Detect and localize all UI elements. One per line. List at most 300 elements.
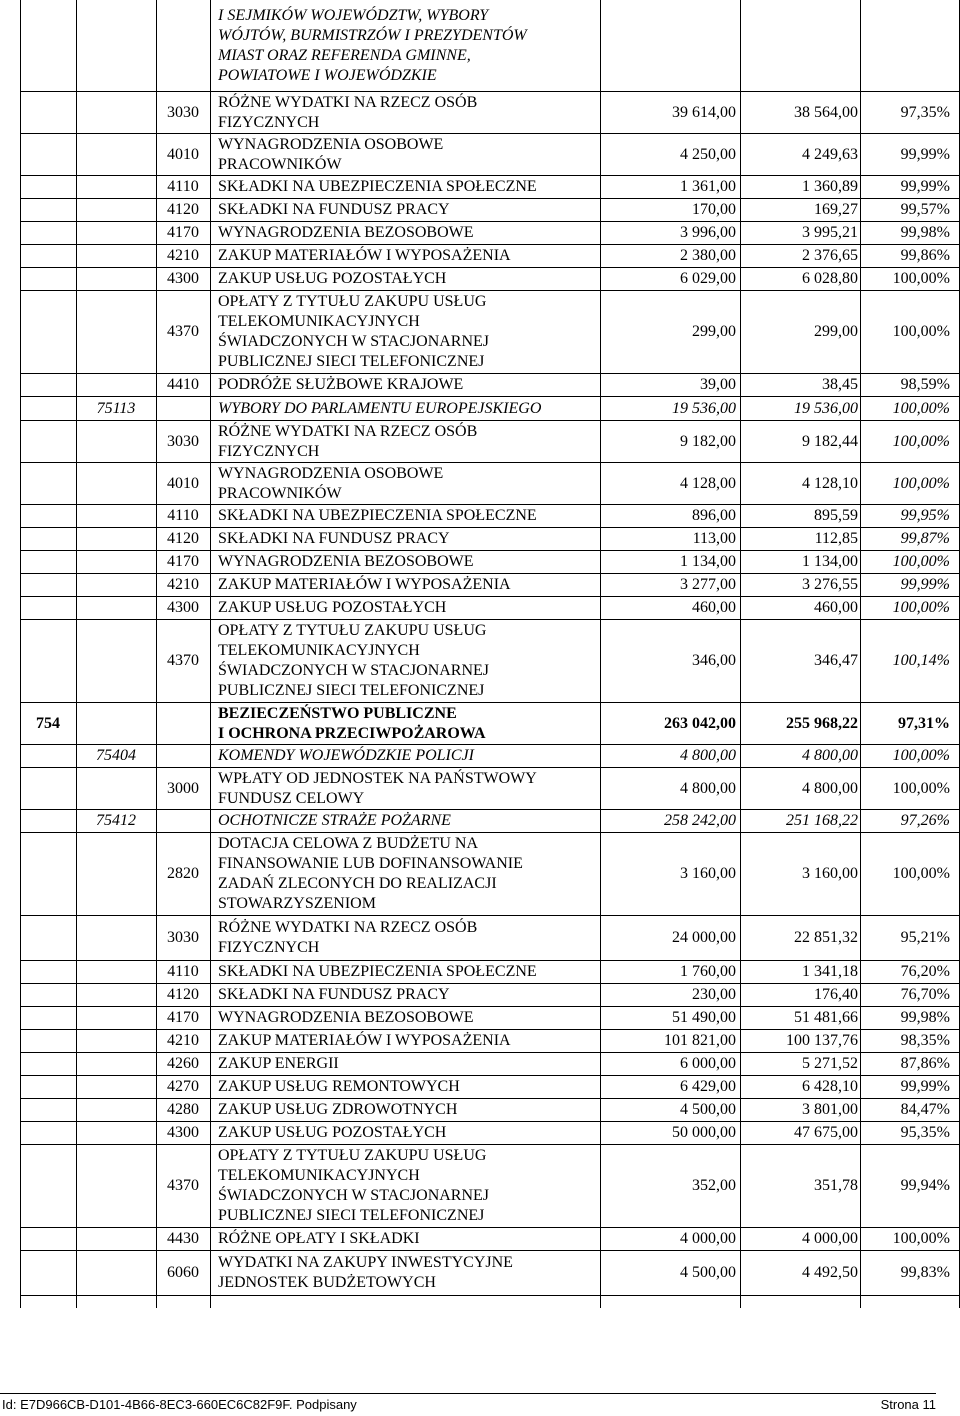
table-row: [20, 745, 960, 768]
item-name-text: SKŁADKI NA UBEZPIECZENIA SPOŁECZNE: [218, 507, 537, 524]
division-code: [20, 1228, 76, 1250]
paragraph-code: [156, 833, 210, 915]
planned-amount-text: 1 760,00: [680, 963, 736, 980]
paragraph-code: [156, 505, 210, 527]
paragraph-code: [156, 92, 210, 133]
paragraph-code-text: 4120: [167, 986, 199, 1003]
paragraph-code-text: 4270: [167, 1078, 199, 1095]
item-name: [210, 703, 600, 744]
execution-percent-text: 87,86%: [900, 1055, 950, 1072]
item-name-text: OPŁATY Z TYTUŁU ZAKUPU USŁUG TELEKOMUNIKACYJNYCH ŚWIADCZONYCH W STACJONARNEJ PUBLICZNEJ SIECI TELEFONICZNEJ: [218, 293, 490, 370]
executed-amount: [740, 199, 860, 221]
execution-percent-text: 76,20%: [900, 963, 950, 980]
executed-amount: [740, 0, 860, 91]
planned-amount-text: 101 821,00: [664, 1032, 736, 1049]
executed-amount-text: 38 564,00: [794, 103, 858, 121]
paragraph-code: [156, 397, 210, 420]
executed-amount-text: 19 536,00: [794, 399, 858, 417]
item-name-text: ZAKUP USŁUG POZOSTAŁYCH: [218, 1124, 447, 1141]
executed-amount-text: 1 134,00: [802, 553, 858, 570]
item-name: [210, 0, 600, 91]
paragraph-code: [156, 703, 210, 744]
execution-percent-text: 84,47%: [900, 1101, 950, 1118]
executed-amount-text: 251 168,22: [786, 812, 858, 829]
execution-percent-text: 99,99%: [900, 178, 950, 195]
chapter-code: [76, 833, 156, 915]
execution-percent-text: 99,95%: [900, 507, 950, 524]
execution-percent-text: 100,00%: [892, 323, 950, 340]
chapter-code: [76, 597, 156, 619]
planned-amount: [600, 1251, 740, 1295]
executed-amount-text: 3 160,00: [802, 865, 858, 882]
executed-amount: [740, 745, 860, 767]
execution-percent-text: 100,00%: [892, 865, 950, 882]
executed-amount: [740, 551, 860, 573]
table-row: [20, 421, 960, 463]
item-name-text: ZAKUP USŁUG POZOSTAŁYCH: [218, 599, 447, 616]
footer-page-number: Strona 11: [880, 1397, 936, 1412]
table-row: [20, 245, 960, 268]
paragraph-code: [156, 528, 210, 550]
execution-percent: [860, 291, 960, 373]
paragraph-code: [156, 745, 210, 767]
executed-amount: [740, 1007, 860, 1029]
table-row: [20, 199, 960, 222]
executed-amount: [740, 1145, 860, 1227]
item-name: [210, 245, 600, 267]
executed-amount-text: 3 995,21: [802, 224, 858, 241]
paragraph-code: [156, 245, 210, 267]
executed-amount-text: 47 675,00: [794, 1124, 858, 1141]
executed-amount: [740, 597, 860, 619]
execution-percent-text: 97,26%: [900, 812, 950, 829]
planned-amount: [600, 92, 740, 133]
execution-percent-text: 99,87%: [900, 530, 950, 547]
item-name: [210, 745, 600, 767]
execution-percent: [860, 421, 960, 462]
execution-percent: [860, 0, 960, 91]
execution-percent: [860, 528, 960, 550]
execution-percent-text: 100,14%: [892, 652, 950, 669]
chapter-code: [76, 1053, 156, 1075]
executed-amount: [740, 810, 860, 832]
item-name: [210, 1053, 600, 1075]
executed-amount-text: 3 801,00: [802, 1101, 858, 1118]
table-row: [20, 984, 960, 1007]
paragraph-code-text: 4370: [167, 323, 199, 340]
execution-percent: [860, 768, 960, 809]
paragraph-code-text: 4120: [167, 530, 199, 547]
executed-amount: [740, 92, 860, 133]
paragraph-code: [156, 1007, 210, 1029]
execution-percent-text: 97,35%: [900, 103, 950, 121]
table-row: [20, 268, 960, 291]
division-code: [20, 463, 76, 504]
table-row: [20, 1145, 960, 1228]
division-code: [20, 1030, 76, 1052]
executed-amount-text: 351,78: [814, 1177, 858, 1194]
division-code: [20, 0, 76, 91]
chapter-code-text: 75412: [96, 812, 136, 829]
execution-percent-text: 99,98%: [900, 224, 950, 241]
executed-amount-text: 255 968,22: [786, 714, 858, 732]
planned-amount: [600, 1228, 740, 1250]
table-row: [20, 505, 960, 528]
division-code: [20, 199, 76, 221]
item-name: [210, 1099, 600, 1121]
paragraph-code-text: 4280: [167, 1101, 199, 1118]
execution-percent: [860, 268, 960, 290]
division-code: [20, 833, 76, 915]
execution-percent: [860, 810, 960, 832]
execution-percent-text: 100,00%: [892, 432, 950, 450]
executed-amount-text: 112,85: [814, 530, 858, 547]
chapter-code: [76, 703, 156, 744]
executed-amount: [740, 961, 860, 983]
execution-percent: [860, 222, 960, 244]
item-name-text: WYNAGRODZENIA BEZOSOBOWE: [218, 224, 474, 241]
execution-percent-text: 76,70%: [900, 986, 950, 1003]
chapter-code: [76, 1145, 156, 1227]
paragraph-code-text: 4170: [167, 553, 199, 570]
division-code: [20, 421, 76, 462]
paragraph-code: [156, 984, 210, 1006]
execution-percent-text: 95,35%: [900, 1124, 950, 1141]
division-code: [20, 176, 76, 198]
chapter-code: [76, 810, 156, 832]
planned-amount-text: 4 250,00: [680, 145, 736, 163]
division-code: [20, 916, 76, 960]
execution-percent-text: 100,00%: [892, 474, 950, 492]
table-row: [20, 551, 960, 574]
executed-amount-text: 169,27: [814, 201, 858, 218]
executed-amount-text: 9 182,44: [802, 432, 858, 450]
division-code: [20, 397, 76, 420]
executed-amount-text: 4 128,10: [802, 474, 858, 492]
executed-amount: [740, 1030, 860, 1052]
item-name-text: ZAKUP MATERIAŁÓW I WYPOSAŻENIA: [218, 247, 511, 264]
item-name: [210, 574, 600, 596]
paragraph-code-text: 4110: [167, 507, 199, 524]
chapter-code: [76, 268, 156, 290]
division-code: [20, 92, 76, 133]
table-row: [20, 768, 960, 810]
execution-percent: [860, 374, 960, 396]
executed-amount: [740, 1076, 860, 1098]
division-code: [20, 528, 76, 550]
planned-amount: [600, 374, 740, 396]
chapter-code: [76, 92, 156, 133]
table-row: [20, 597, 960, 620]
paragraph-code-text: 4370: [167, 652, 199, 669]
planned-amount: [600, 222, 740, 244]
executed-amount-text: 4 249,63: [802, 145, 858, 163]
division-code: [20, 574, 76, 596]
chapter-code: [76, 745, 156, 767]
executed-amount-text: 460,00: [814, 599, 858, 616]
division-code: [20, 505, 76, 527]
chapter-code: [76, 574, 156, 596]
execution-percent: [860, 1053, 960, 1075]
executed-amount-text: 51 481,66: [794, 1009, 858, 1026]
executed-amount-text: 5 271,52: [802, 1055, 858, 1072]
planned-amount-text: 4 800,00: [680, 779, 736, 797]
paragraph-code-text: 3030: [167, 432, 199, 450]
item-name-text: WPŁATY OD JEDNOSTEK NA PAŃSTWOWY FUNDUSZ CELOWY: [218, 769, 537, 807]
planned-amount: [600, 1076, 740, 1098]
planned-amount-text: 4 000,00: [680, 1230, 736, 1247]
division-code: [20, 1007, 76, 1029]
item-name: [210, 916, 600, 960]
paragraph-code-text: 4110: [167, 178, 199, 195]
planned-amount-text: 113,00: [692, 530, 736, 547]
table-row: [20, 463, 960, 505]
chapter-code: [76, 134, 156, 175]
executed-amount-text: 6 428,10: [802, 1078, 858, 1095]
execution-percent-text: 98,59%: [900, 376, 950, 393]
table-row: [20, 810, 960, 833]
paragraph-code-text: 4010: [167, 474, 199, 492]
chapter-code: [76, 1076, 156, 1098]
item-name: [210, 1007, 600, 1029]
chapter-code-text: 75113: [96, 399, 136, 417]
division-code: [20, 374, 76, 396]
execution-percent-text: 100,00%: [892, 599, 950, 616]
planned-amount-text: 51 490,00: [672, 1009, 736, 1026]
execution-percent-text: 100,00%: [892, 779, 950, 797]
division-code: [20, 745, 76, 767]
chapter-code: [76, 551, 156, 573]
executed-amount: [740, 768, 860, 809]
item-name-text: ZAKUP USŁUG REMONTOWYCH: [218, 1078, 460, 1095]
executed-amount: [740, 397, 860, 420]
table-row: [20, 0, 960, 92]
chapter-code: [76, 916, 156, 960]
paragraph-code-text: 6060: [167, 1264, 199, 1281]
executed-amount: [740, 421, 860, 462]
planned-amount: [600, 1122, 740, 1144]
executed-amount: [740, 833, 860, 915]
chapter-code: [76, 421, 156, 462]
planned-amount: [600, 961, 740, 983]
chapter-code: [76, 291, 156, 373]
executed-amount: [740, 374, 860, 396]
planned-amount-text: 230,00: [692, 986, 736, 1003]
chapter-code: [76, 0, 156, 91]
item-name-text: ZAKUP USŁUG POZOSTAŁYCH: [218, 270, 447, 287]
planned-amount-text: 4 128,00: [680, 474, 736, 492]
item-name: [210, 397, 600, 420]
planned-amount-text: 263 042,00: [664, 714, 736, 732]
item-name-text: RÓŻNE WYDATKI NA RZECZ OSÓB FIZYCZNYCH: [218, 919, 478, 956]
execution-percent: [860, 1007, 960, 1029]
division-code: [20, 768, 76, 809]
item-name: [210, 597, 600, 619]
item-name: [210, 984, 600, 1006]
item-name-text: ZAKUP ENERGII: [218, 1055, 339, 1072]
item-name-text: RÓŻNE WYDATKI NA RZECZ OSÓB FIZYCZNYCH: [218, 422, 478, 460]
item-name-text: DOTACJA CELOWA Z BUDŻETU NA FINANSOWANIE LUB DOFINANSOWANIE ZADAŃ ZLECONYCH DO REALIZACJI STOWARZYSZENIOM: [218, 835, 523, 912]
planned-amount: [600, 1145, 740, 1227]
execution-percent: [860, 961, 960, 983]
execution-percent: [860, 551, 960, 573]
paragraph-code-text: 4210: [167, 247, 199, 264]
planned-amount-text: 50 000,00: [672, 1124, 736, 1141]
planned-amount: [600, 0, 740, 91]
item-name: [210, 374, 600, 396]
execution-percent: [860, 1030, 960, 1052]
item-name: [210, 1228, 600, 1250]
executed-amount: [740, 268, 860, 290]
table-row: [20, 222, 960, 245]
planned-amount: [600, 268, 740, 290]
item-name: [210, 961, 600, 983]
planned-amount: [600, 703, 740, 744]
table-row: [20, 1099, 960, 1122]
planned-amount: [600, 1099, 740, 1121]
planned-amount-text: 299,00: [692, 323, 736, 340]
executed-amount: [740, 1053, 860, 1075]
division-code: [20, 1076, 76, 1098]
planned-amount: [600, 176, 740, 198]
planned-amount: [600, 916, 740, 960]
execution-percent-text: 99,57%: [900, 201, 950, 218]
item-name-text: WYDATKI NA ZAKUPY INWESTYCYJNE JEDNOSTEK BUDŻETOWYCH: [218, 1254, 513, 1291]
execution-percent: [860, 916, 960, 960]
planned-amount: [600, 745, 740, 767]
planned-amount-text: 39,00: [700, 376, 736, 393]
chapter-code: [76, 199, 156, 221]
execution-percent: [860, 505, 960, 527]
executed-amount: [740, 505, 860, 527]
footer-document-id: Id: E7D966CB-D101-4B66-8EC3-660EC6C82F9F. Podpisany: [2, 1397, 357, 1412]
execution-percent-text: 100,00%: [892, 553, 950, 570]
planned-amount: [600, 528, 740, 550]
division-code: [20, 291, 76, 373]
executed-amount-text: 38,45: [822, 376, 858, 393]
execution-percent: [860, 397, 960, 420]
execution-percent: [860, 1251, 960, 1295]
table-row: [20, 620, 960, 703]
division-code: [20, 1122, 76, 1144]
execution-percent-text: 99,94%: [900, 1177, 950, 1194]
table-row: [20, 916, 960, 961]
item-name-text: SKŁADKI NA FUNDUSZ PRACY: [218, 201, 450, 218]
paragraph-code-text: 3000: [167, 779, 199, 797]
planned-amount-text: 6 000,00: [680, 1055, 736, 1072]
item-name-text: WYBORY DO PARLAMENTU EUROPEJSKIEGO: [218, 399, 542, 417]
planned-amount: [600, 421, 740, 462]
chapter-code: [76, 1030, 156, 1052]
division-code: [20, 268, 76, 290]
executed-amount-text: 100 137,76: [786, 1032, 858, 1049]
paragraph-code: [156, 961, 210, 983]
planned-amount-text: 6 029,00: [680, 270, 736, 287]
item-name: [210, 1122, 600, 1144]
paragraph-code: [156, 134, 210, 175]
planned-amount-text: 3 277,00: [680, 576, 736, 593]
planned-amount-text: 2 380,00: [680, 247, 736, 264]
planned-amount-text: 9 182,00: [680, 432, 736, 450]
planned-amount: [600, 134, 740, 175]
planned-amount: [600, 597, 740, 619]
execution-percent: [860, 703, 960, 744]
planned-amount-text: 6 429,00: [680, 1078, 736, 1095]
execution-percent: [860, 245, 960, 267]
execution-percent: [860, 574, 960, 596]
paragraph-code-text: 4370: [167, 1177, 199, 1194]
paragraph-code: [156, 1099, 210, 1121]
planned-amount-text: 4 500,00: [680, 1101, 736, 1118]
budget-table: [20, 0, 960, 1308]
table-row: [20, 1076, 960, 1099]
paragraph-code: [156, 374, 210, 396]
paragraph-code: [156, 1076, 210, 1098]
chapter-code: [76, 374, 156, 396]
executed-amount: [740, 620, 860, 702]
paragraph-code-text: 4410: [167, 376, 199, 393]
item-name: [210, 833, 600, 915]
paragraph-code: [156, 1122, 210, 1144]
execution-percent-text: 99,99%: [900, 1078, 950, 1095]
chapter-code: [76, 768, 156, 809]
executed-amount-text: 176,40: [814, 986, 858, 1003]
item-name-text: SKŁADKI NA FUNDUSZ PRACY: [218, 986, 450, 1003]
paragraph-code-text: 4300: [167, 1124, 199, 1141]
executed-amount: [740, 1122, 860, 1144]
planned-amount: [600, 574, 740, 596]
planned-amount: [600, 397, 740, 420]
planned-amount-text: 258 242,00: [664, 812, 736, 829]
executed-amount-text: 895,59: [814, 507, 858, 524]
planned-amount-text: 3 996,00: [680, 224, 736, 241]
paragraph-code-text: 4010: [167, 145, 199, 163]
paragraph-code-text: 4260: [167, 1055, 199, 1072]
planned-amount: [600, 1007, 740, 1029]
planned-amount: [600, 768, 740, 809]
planned-amount: [600, 1053, 740, 1075]
execution-percent-text: 99,98%: [900, 1009, 950, 1026]
executed-amount-text: 1 360,89: [802, 178, 858, 195]
execution-percent: [860, 833, 960, 915]
execution-percent-text: 95,21%: [900, 929, 950, 946]
paragraph-code: [156, 1053, 210, 1075]
paragraph-code: [156, 1030, 210, 1052]
item-name: [210, 222, 600, 244]
chapter-code: [76, 1251, 156, 1295]
paragraph-code: [156, 810, 210, 832]
execution-percent-text: 99,83%: [900, 1264, 950, 1281]
execution-percent: [860, 199, 960, 221]
item-name-text: ZAKUP MATERIAŁÓW I WYPOSAŻENIA: [218, 576, 511, 593]
table-row: [20, 833, 960, 916]
execution-percent: [860, 134, 960, 175]
item-name-text: SKŁADKI NA UBEZPIECZENIA SPOŁECZNE: [218, 963, 537, 980]
executed-amount: [740, 916, 860, 960]
footer-rule: [0, 1393, 936, 1394]
paragraph-code: [156, 199, 210, 221]
table-row: [20, 574, 960, 597]
item-name-text: SKŁADKI NA FUNDUSZ PRACY: [218, 530, 450, 547]
paragraph-code-text: 4120: [167, 201, 199, 218]
table-row: [20, 1053, 960, 1076]
paragraph-code: [156, 574, 210, 596]
item-name-text: SKŁADKI NA UBEZPIECZENIA SPOŁECZNE: [218, 178, 537, 195]
chapter-code: [76, 505, 156, 527]
table-row: [20, 374, 960, 397]
execution-percent: [860, 620, 960, 702]
paragraph-code-text: 2820: [167, 865, 199, 882]
